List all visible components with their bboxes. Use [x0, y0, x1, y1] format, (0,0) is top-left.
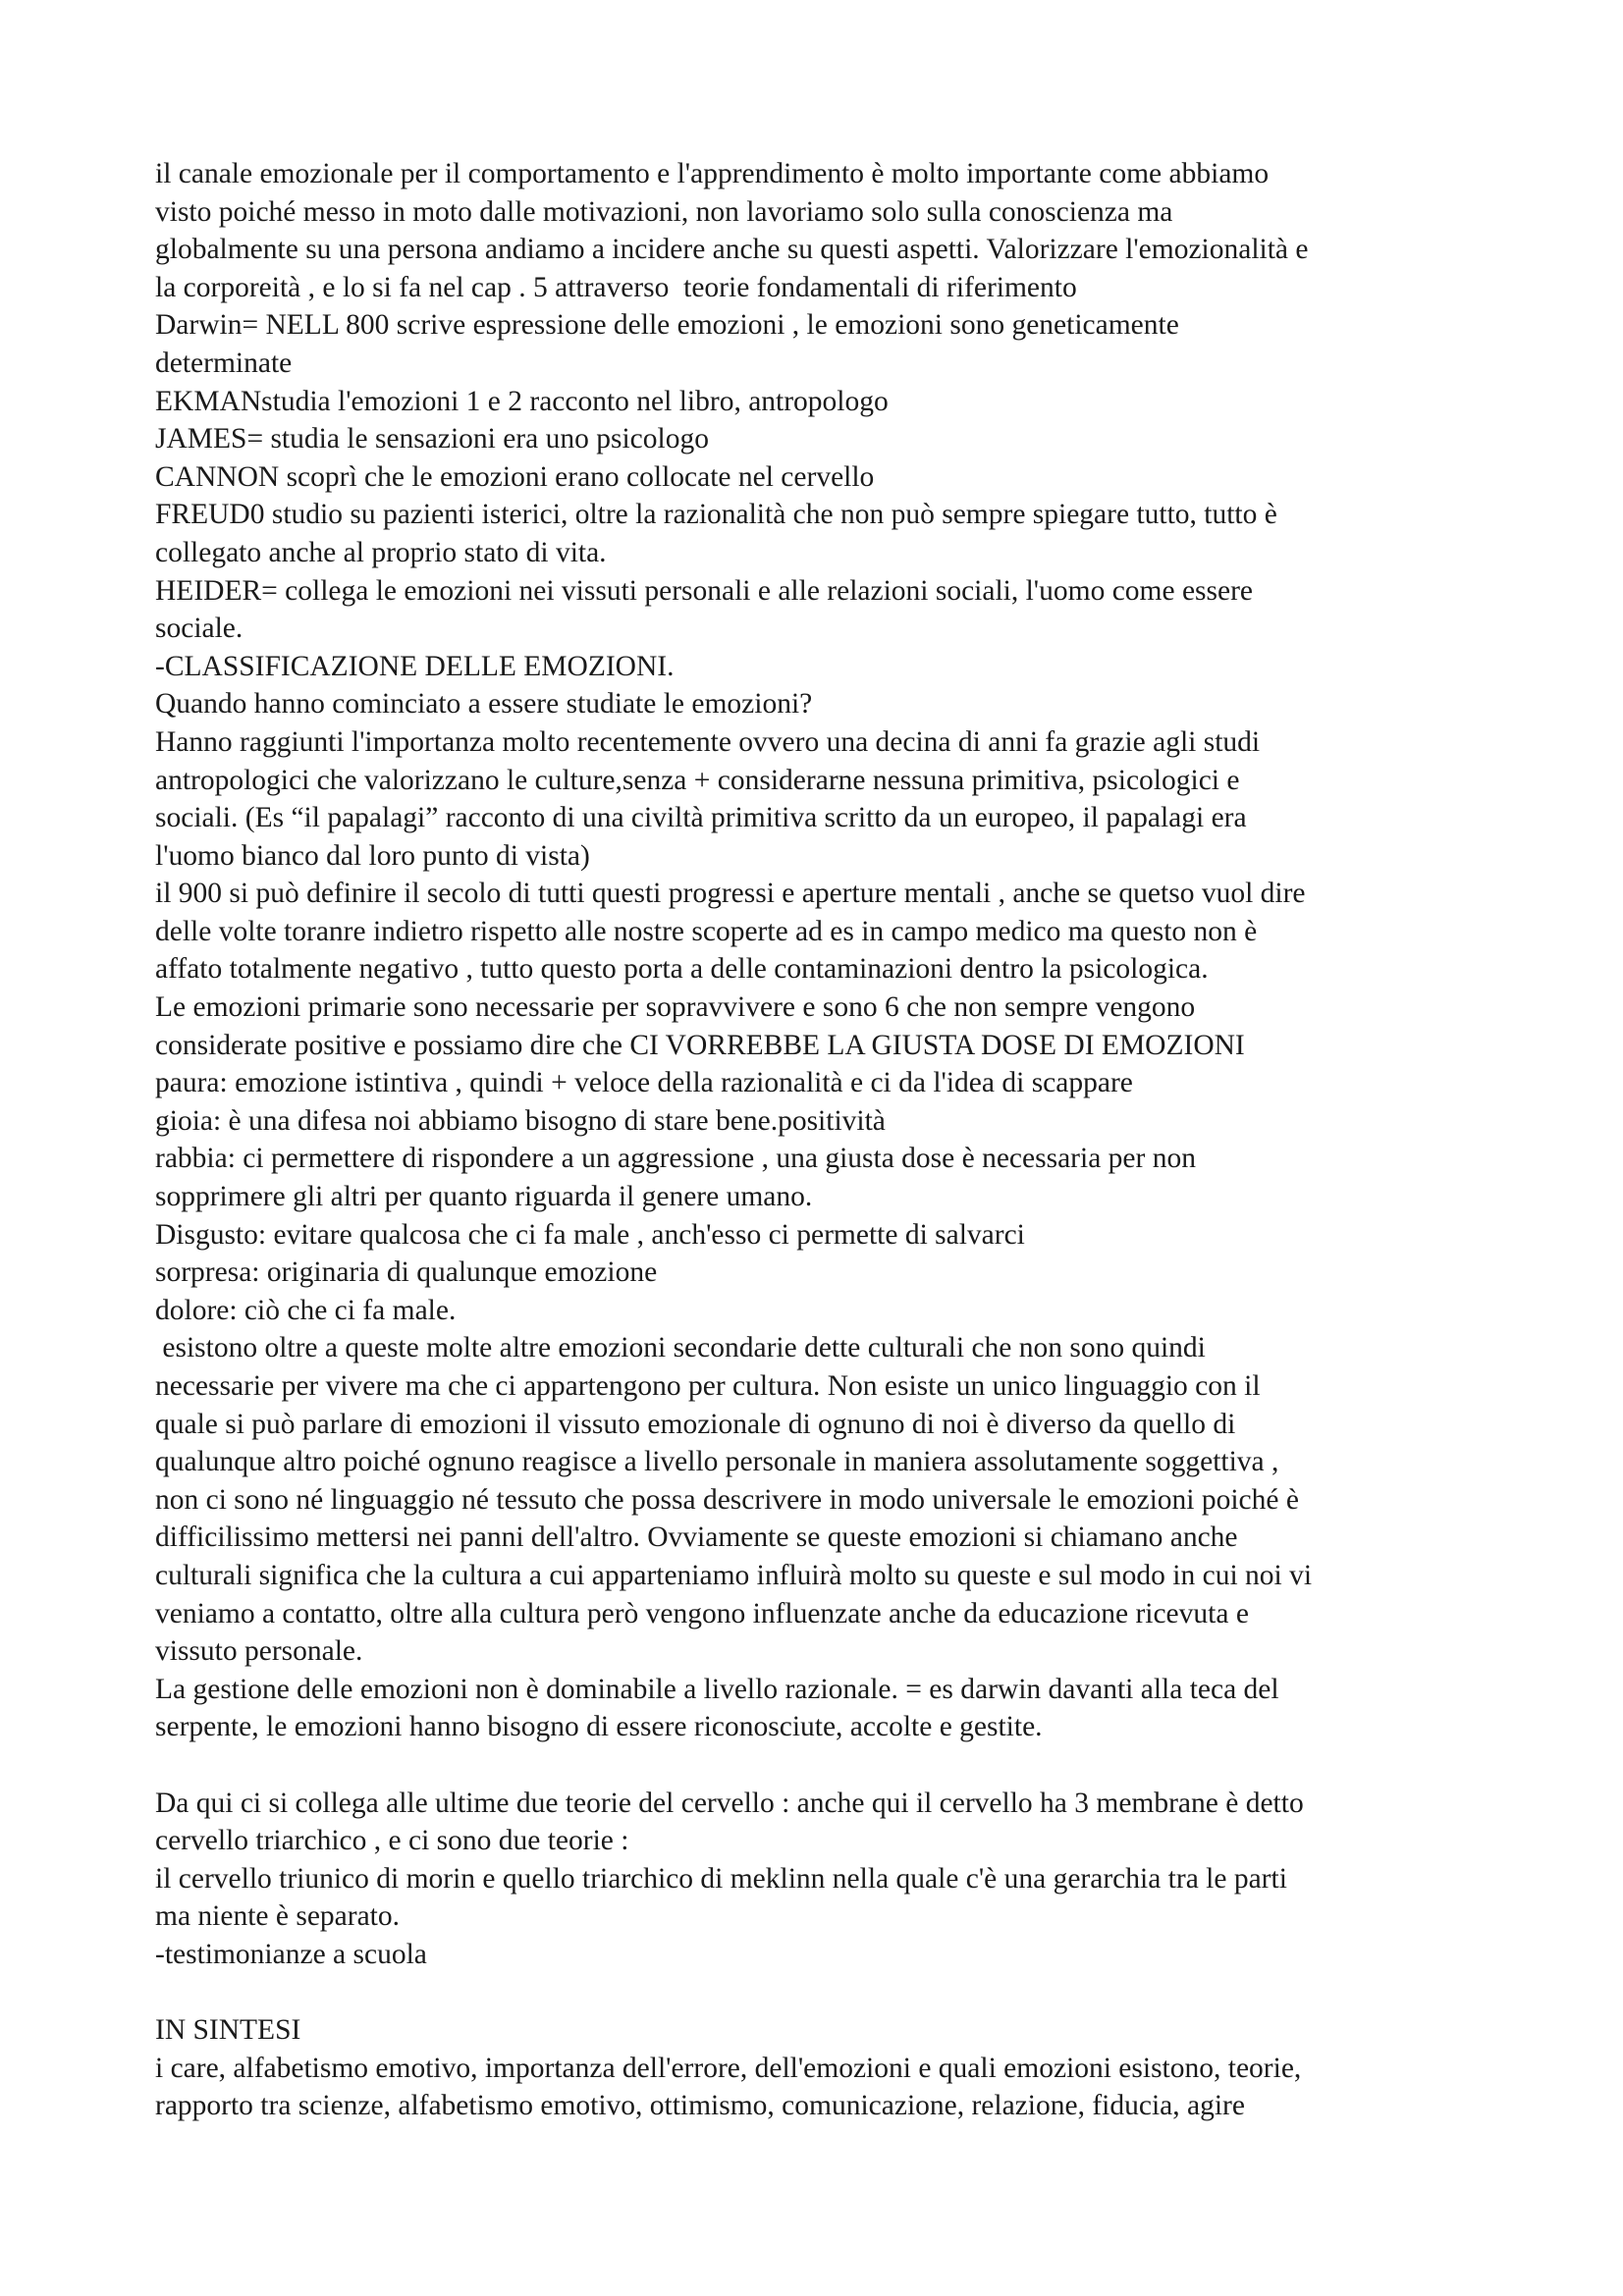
text-line: qualunque altro poiché ognuno reagisce a livello personale in maniera assolutamente soggettiva , [155, 1446, 1279, 1478]
text-line: l'uomo bianco dal loro punto di vista) [155, 839, 590, 872]
text-line: vissuto personale. [155, 1635, 363, 1668]
text-line: visto poiché messo in moto dalle motivazioni, non lavoriamo solo sulla conoscienza ma [155, 195, 1173, 228]
text-line: esistono oltre a queste molte altre emozioni secondarie dette culturali che non sono quindi [155, 1332, 1206, 1364]
text-line: collegato anche al proprio stato di vita. [155, 536, 607, 568]
text-line: sorpresa: originaria di qualunque emozione [155, 1256, 658, 1289]
text-line: il cervello triunico di morin e quello triarchico di meklinn nella quale c'è una gerarchia tra le parti [155, 1862, 1287, 1895]
text-line: determinate [155, 347, 293, 379]
text-line: considerate positive e possiamo dire che CI VORREBBE LA GIUSTA DOSE DI EMOZIONI [155, 1029, 1245, 1061]
text-line: affato totalmente negativo , tutto questo porta a delle contaminazioni dentro la psicologica. [155, 953, 1209, 986]
text-line: CANNON scoprì che le emozioni erano collocate nel cervello [155, 460, 875, 493]
text-line: veniamo a contatto, oltre alla cultura però vengono influenzate anche da educazione ricevuta e [155, 1597, 1249, 1629]
text-line: La gestione delle emozioni non è dominabile a livello razionale. = es darwin davanti alla teca del [155, 1673, 1279, 1705]
text-line: il canale emozionale per il comportamento e l'apprendimento è molto importante come abbiamo [155, 158, 1270, 189]
text-line: EKMANstudia l'emozioni 1 e 2 racconto nel libro, antropologo [155, 385, 889, 417]
text-line: FREUD0 studio su pazienti isterici, oltre la razionalità che non può sempre spiegare tutto, tutto è [155, 499, 1277, 531]
document-body-text [155, 155, 1500, 2125]
text-line: quale si può parlare di emozioni il vissuto emozionale di ognuno di noi è diverso da quello di [155, 1408, 1236, 1440]
text-line: i care, alfabetismo emotivo, importanza dell'errore, dell'emozioni e quali emozioni esistono, teorie, [155, 2052, 1302, 2084]
text-line: HEIDER= collega le emozioni nei vissuti personali e alle relazioni sociali, l'uomo come essere [155, 574, 1254, 607]
text-line: Le emozioni primarie sono necessarie per sopravvivere e sono 6 che non sempre vengono [155, 991, 1196, 1024]
text-line: ma niente è separato. [155, 1900, 400, 1933]
text-line: antropologici che valorizzano le culture,senza + considerarne nessuna primitiva, psicologici e [155, 764, 1240, 796]
text-line: rabbia: ci permettere di rispondere a un aggressione , una giusta dose è necessaria per non [155, 1143, 1196, 1175]
blank-line [155, 1974, 1500, 2012]
text-line: Hanno raggiunti l'importanza molto recentemente ovvero una decina di anni fa grazie agli studi [155, 725, 1261, 758]
text-line: -CLASSIFICAZIONE DELLE EMOZIONI. [155, 650, 675, 682]
text-line: JAMES= studia le sensazioni era uno psicologo [155, 423, 709, 455]
text-line: non ci sono né linguaggio né tessuto che possa descrivere in modo universale le emozioni poiché è [155, 1483, 1299, 1516]
text-line: Da qui ci si collega alle ultime due teorie del cervello : anche qui il cervello ha 3 membrane è detto [155, 1787, 1304, 1819]
text-line: rapporto tra scienze, alfabetismo emotivo, ottimismo, comunicazione, relazione, fiducia, agire [155, 2090, 1245, 2122]
text-line: Quando hanno cominciato a essere studiate le emozioni? [155, 688, 813, 721]
text-line: necessarie per vivere ma che ci appartengono per cultura. Non esiste un unico linguaggio con il [155, 1370, 1261, 1402]
text-line: -testimonianze a scuola [155, 1938, 427, 1970]
text-line: sopprimere gli altri per quanto riguarda il genere umano. [155, 1181, 813, 1213]
text-line: la corporeità , e lo si fa nel cap . 5 attraverso teorie fondamentali di riferimento [155, 271, 1077, 303]
text-line: gioia: è una difesa noi abbiamo bisogno di stare bene.positività [155, 1104, 886, 1137]
text-line: Disgusto: evitare qualcosa che ci fa male , anch'esso ci permette di salvarci [155, 1218, 1025, 1251]
text-line: difficilissimo mettersi nei panni dell'altro. Ovviamente se queste emozioni si chiamano anche [155, 1522, 1238, 1554]
text-line: serpente, le emozioni hanno bisogno di essere riconosciute, accolte e gestite. [155, 1711, 1043, 1743]
text-line: sociali. (Es “il papalagi” racconto di una civiltà primitiva scritto da un europeo, il papalagi era [155, 802, 1247, 834]
text-line: dolore: ciò che ci fa male. [155, 1294, 457, 1326]
text-line: IN SINTESI [155, 2014, 301, 2047]
text-line: il 900 si può definire il secolo di tutti questi progressi e aperture mentali , anche se quetso vuol dire [155, 878, 1306, 910]
text-line: paura: emozione istintiva , quindi + veloce della razionalità e ci da l'idea di scappare [155, 1067, 1133, 1099]
text-line: cervello triarchico , e ci sono due teorie : [155, 1825, 629, 1857]
text-line: delle volte toranre indietro rispetto alle nostre scoperte ad es in campo medico ma questo non è [155, 915, 1258, 947]
text-line: globalmente su una persona andiamo a incidere anche su questi aspetti. Valorizzare l'emozionalità e [155, 234, 1309, 266]
text-line: culturali significa che la cultura a cui apparteniamo influirà molto su queste e sul modo in cui noi vi [155, 1559, 1313, 1591]
text-line: Darwin= NELL 800 scrive espressione delle emozioni , le emozioni sono geneticamente [155, 309, 1179, 342]
blank-line [155, 1746, 1500, 1785]
text-line: sociale. [155, 613, 243, 645]
